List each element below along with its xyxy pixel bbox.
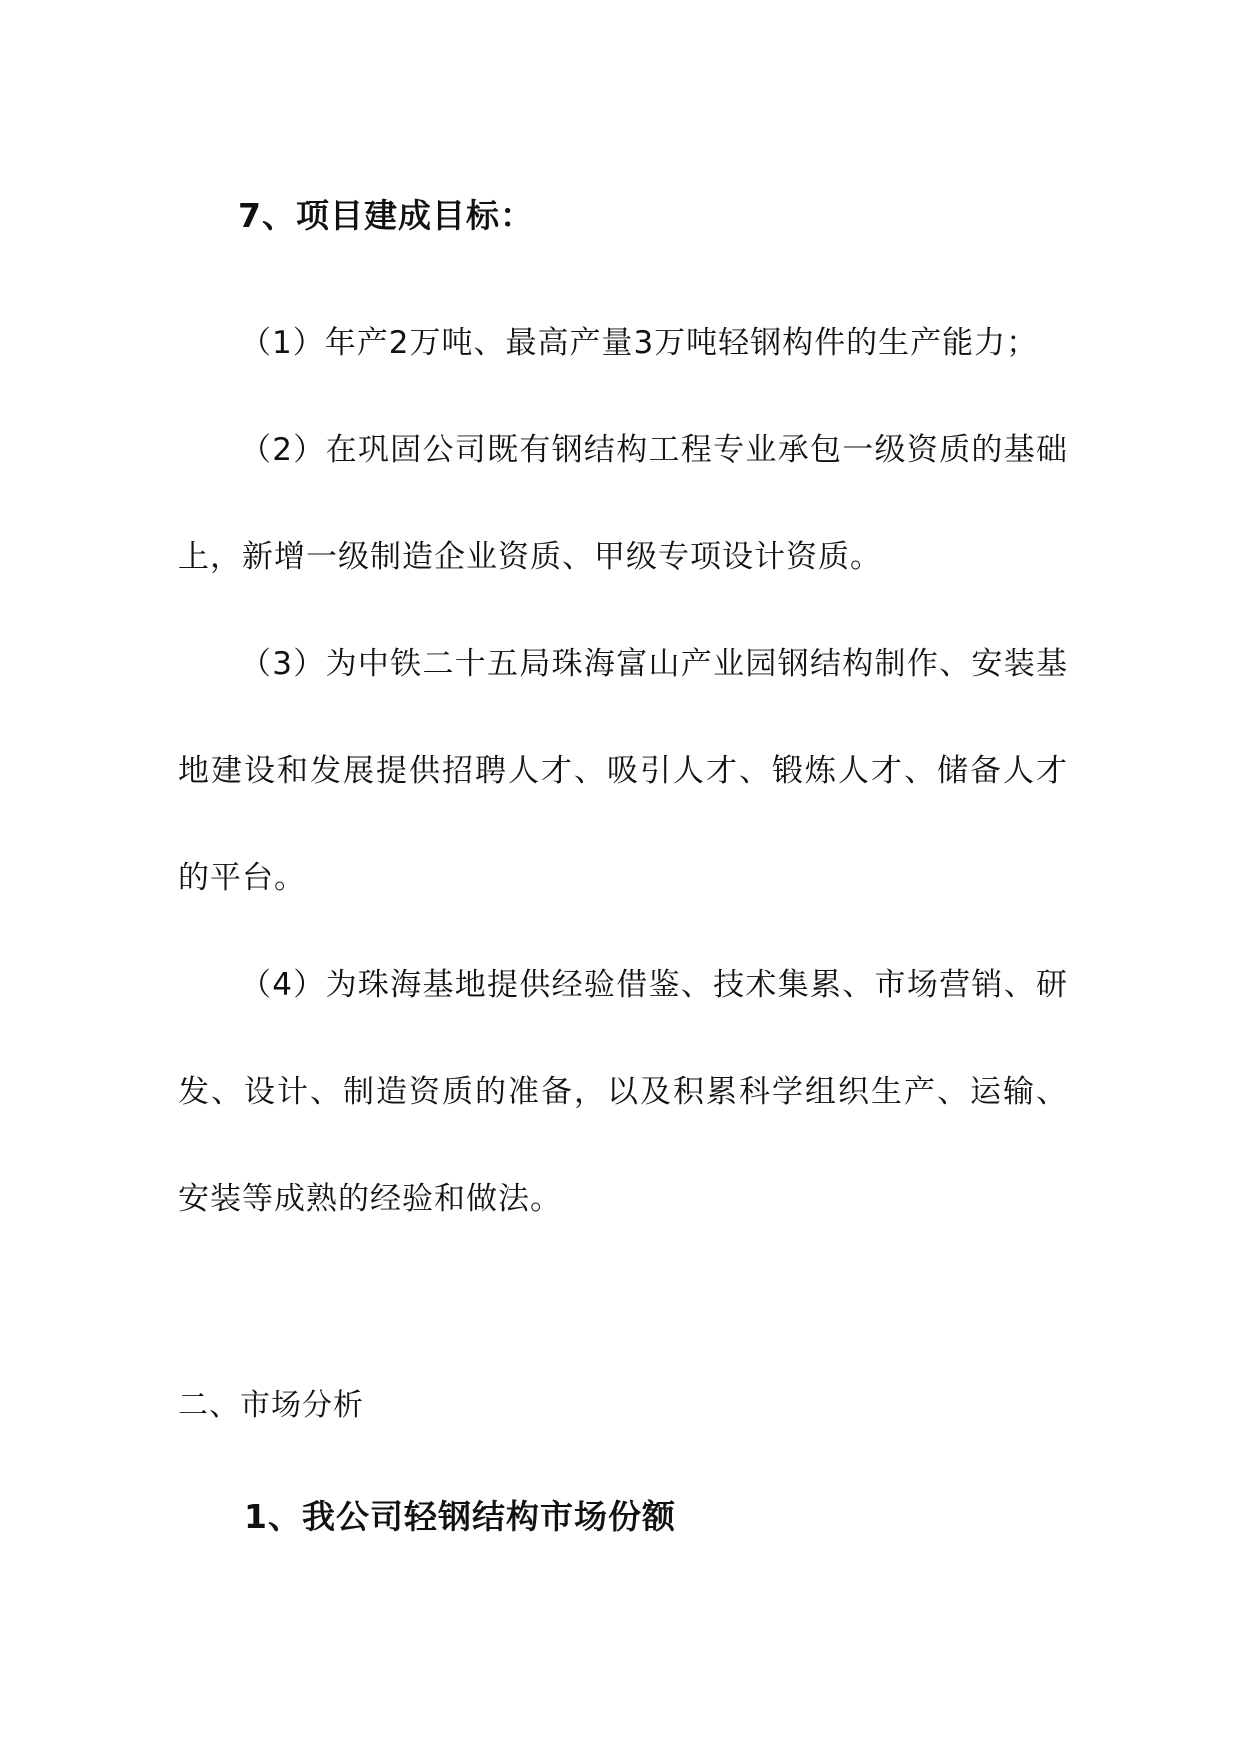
goal-item-4: （4）为珠海基地提供经验借鉴、技术集累、市场营销、研发、设计、制造资质的准备，以及积累科学组织生产、运输、安装等成熟的经验和做法。 [178,967,1068,1217]
goal-item-2: （2）在巩固公司既有钢结构工程专业承包一级资质的基础上，新增一级制造企业资质、甲级专项设计资质。 [178,432,1068,575]
section-title-market-analysis: 二、市场分析 [178,1388,364,1423]
subsection-title-market-share: 1、我公司轻钢结构市场份额 [244,1497,676,1536]
goal-item-3: （3）为中铁二十五局珠海富山产业园钢结构制作、安装基地建设和发展提供招聘人才、吸引人才、锻炼人才、储备人才的平台。 [178,646,1068,896]
goals-heading: 7、项目建成目标： [238,196,534,235]
goal-item-1: （1）年产2万吨、最高产量3万吨轻钢构件的生产能力； [240,325,1039,361]
